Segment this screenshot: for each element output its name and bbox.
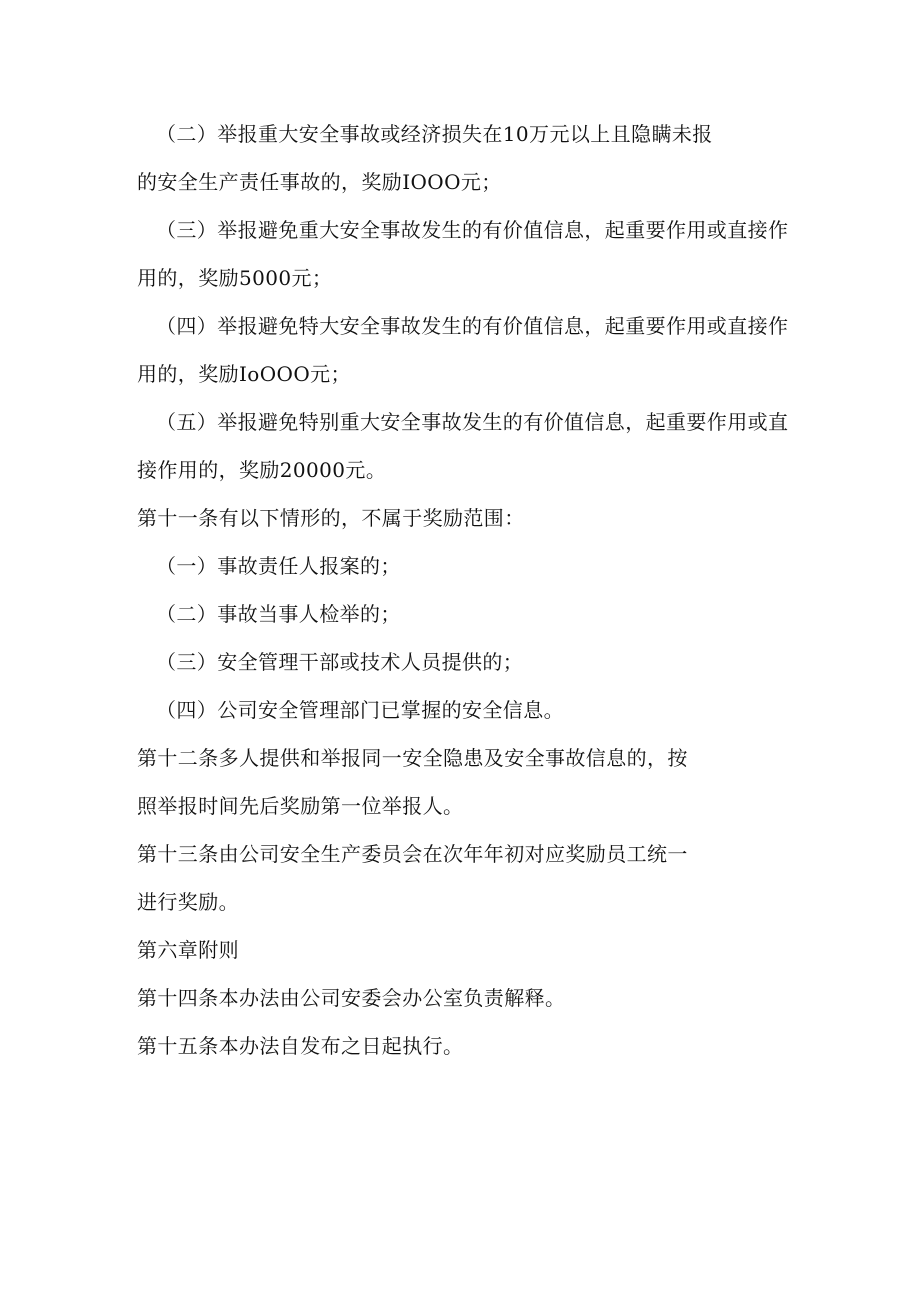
text-line: 用的，奖励IoOOO元； bbox=[137, 362, 351, 386]
text-line: 进行奖励。 bbox=[137, 890, 239, 914]
article-heading: 第十二条多人提供和举报同一安全隐患及安全事故信息的，按 bbox=[137, 746, 688, 770]
text-line: （五）举报避免特别重大安全事故发生的有价值信息，起重要作用或直 bbox=[156, 410, 789, 434]
text-line: （三）安全管理干部或技术人员提供的； bbox=[156, 650, 524, 674]
chapter-heading: 第六章附则 bbox=[137, 938, 239, 962]
article-heading: 第十四条本办法由公司安委会办公室负责解释。 bbox=[137, 986, 566, 1010]
text-line: 的安全生产责任事故的，奖励IOOO元； bbox=[137, 170, 502, 194]
article-heading: 第十一条有以下情形的，不属于奖励范围： bbox=[137, 506, 525, 530]
article-heading: 第十五条本办法自发布之日起执行。 bbox=[137, 1034, 464, 1058]
text-line: （四）举报避免特大安全事故发生的有价值信息，起重要作用或直接作 bbox=[156, 314, 789, 338]
text-line: （四）公司安全管理部门已掌握的安全信息。 bbox=[156, 698, 564, 722]
text-line: 照举报时间先后奖励第一位举报人。 bbox=[137, 794, 464, 818]
text-line: 用的，奖励5000元； bbox=[137, 266, 333, 290]
article-heading: 第十三条由公司安全生产委员会在次年年初对应奖励员工统一 bbox=[137, 842, 688, 866]
text-line: （二）事故当事人检举的； bbox=[156, 602, 401, 626]
text-line: 接作用的，奖励20000元。 bbox=[137, 458, 387, 482]
text-line: （二）举报重大安全事故或经济损失在10万元以上且隐瞒未报 bbox=[156, 122, 713, 146]
text-line: （三）举报避免重大安全事故发生的有价值信息，起重要作用或直接作 bbox=[156, 218, 789, 242]
text-line: （一）事故责任人报案的； bbox=[156, 554, 401, 578]
